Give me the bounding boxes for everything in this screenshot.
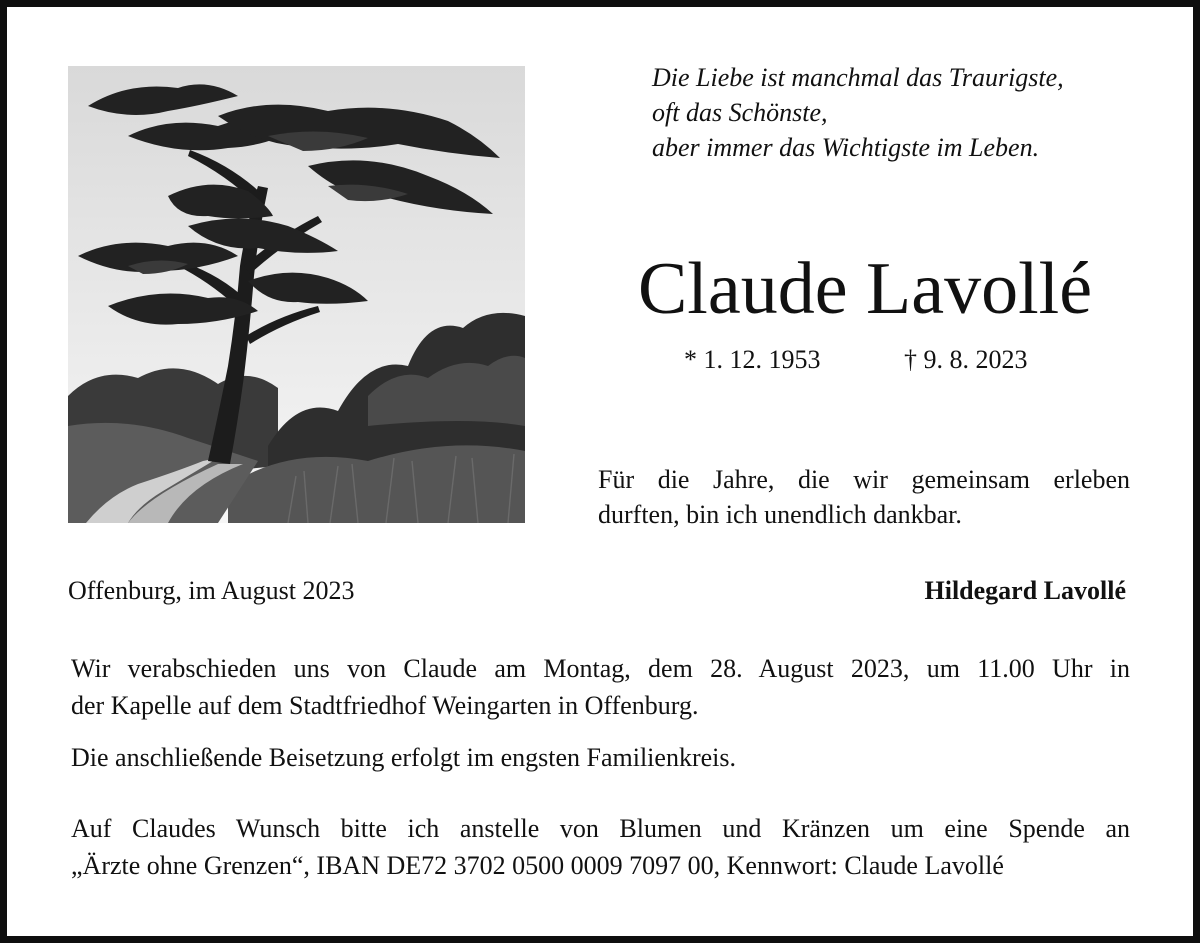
tree-photo [68, 66, 525, 523]
quote-line-2: oft das Schönste, [652, 98, 828, 127]
quote-line-3: aber immer das Wichtigste im Leben. [652, 133, 1040, 162]
birth-date: * 1. 12. 1953 [684, 345, 821, 374]
farewell-line-1: Wir verabschieden uns von Claude am Montag, dem 28. August 2023, um 11.00 Uhr in [71, 654, 1130, 683]
burial-paragraph [71, 739, 1130, 776]
deceased-name: Claude Lavollé [637, 248, 1093, 330]
death-date: † 9. 8. 2023 [904, 345, 1028, 374]
farewell-paragraph [71, 650, 1130, 724]
burial-line: Die anschließende Beisetzung erfolgt im engsten Familienkreis. [71, 743, 736, 772]
wind-swept-tree-icon [68, 66, 525, 523]
gratitude-line-1: Für die Jahre, die wir gemeinsam erleben [598, 465, 1130, 494]
place-and-date: Offenburg, im August 2023 [68, 576, 355, 605]
gratitude-text [598, 462, 1130, 532]
donation-paragraph [71, 810, 1130, 884]
gratitude-line-2: durften, bin ich unendlich dankbar. [598, 500, 962, 529]
quote [652, 60, 1172, 165]
signature: Hildegard Lavollé [924, 576, 1126, 605]
donation-line-1: Auf Claudes Wunsch bitte ich anstelle von Blumen und Kränzen um eine Spende an [71, 814, 1130, 843]
quote-line-1: Die Liebe ist manchmal das Traurigste, [652, 63, 1064, 92]
donation-line-2: „Ärzte ohne Grenzen“, IBAN DE72 3702 0500 0009 7097 00, Kennwort: Claude Lavollé [71, 851, 1004, 880]
farewell-line-2: der Kapelle auf dem Stadtfriedhof Weingarten in Offenburg. [71, 691, 699, 720]
